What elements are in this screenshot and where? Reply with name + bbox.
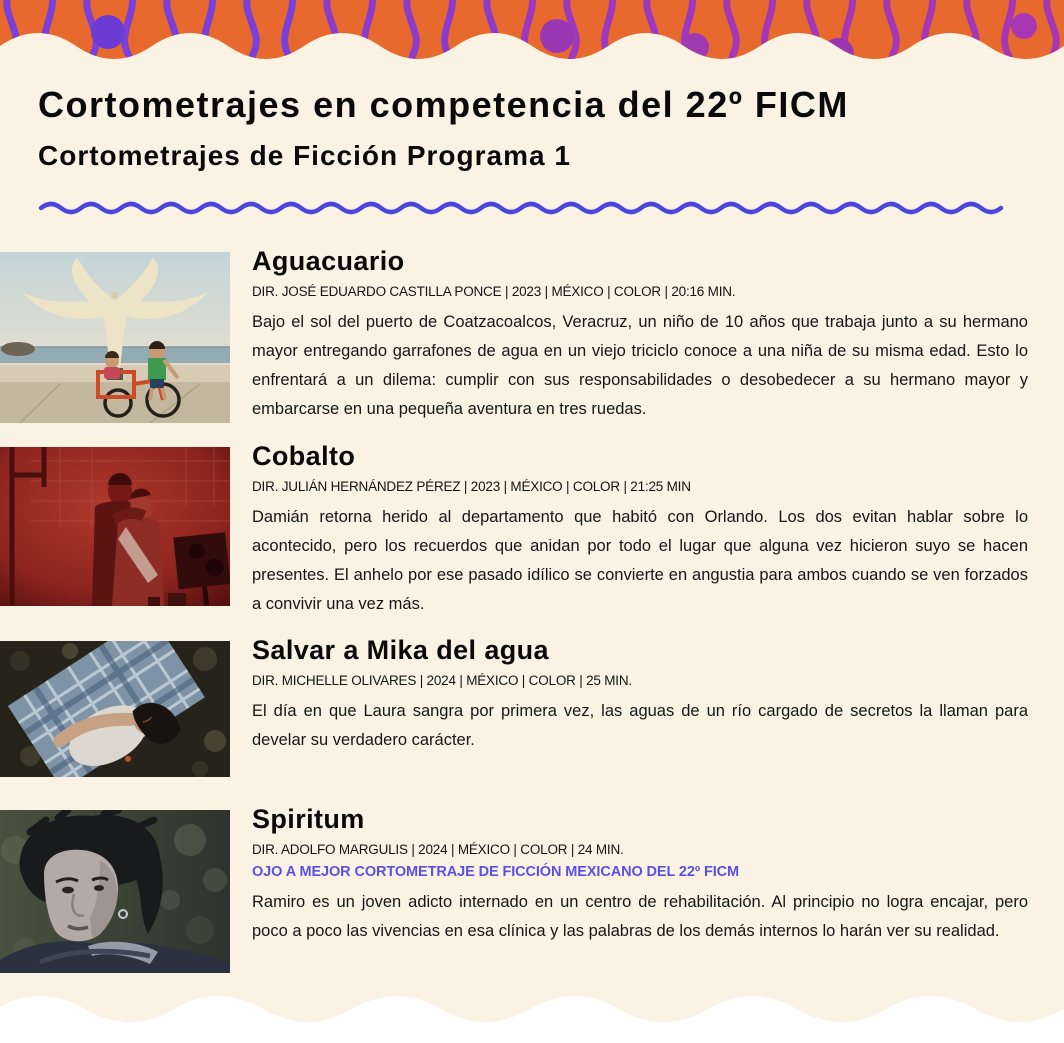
- film-award: OJO A MEJOR CORTOMETRAJE DE FICCIÓN MEXICANO DEL 22º FICM: [252, 864, 740, 880]
- film-meta: DIR. ADOLFO MARGULIS | 2024 | MÉXICO | COLOR | 24 MIN.: [252, 842, 624, 857]
- header-wave-pattern: [0, 0, 1064, 72]
- page-subtitle: Cortometrajes de Ficción Programa 1: [38, 140, 571, 171]
- footer-wave-icon: [0, 987, 1064, 1043]
- film-thumbnail-spiritum: [0, 810, 230, 973]
- page-title: Cortometrajes en competencia del 22º FICM: [38, 84, 849, 125]
- film-thumbnail-aguacuario: [0, 252, 230, 423]
- wave-divider: [38, 198, 1026, 216]
- footer-wave-pattern: [0, 987, 1064, 1043]
- film-description: El día en que Laura sangra por primera vez, las aguas de un río cargado de secretos la llaman para develar su verdadero carácter.: [252, 702, 1028, 749]
- film-title: Aguacuario: [252, 246, 405, 276]
- film-title: Salvar a Mika del agua: [252, 635, 549, 665]
- wave-divider-icon: [38, 198, 1026, 216]
- film-thumbnail-cobalto: [0, 447, 230, 606]
- film-title: Cobalto: [252, 441, 356, 471]
- header-pattern-icon: [0, 0, 1064, 72]
- film-description: Bajo el sol del puerto de Coatzacoalcos, Veracruz, un niño de 10 años que trabaja junto a su hermano mayor entregando garrafones de agua en un viejo triciclo conoce a una niña de su misma edad. Esto lo enfrentará a un dilema: cumplir con sus responsabilidades o desobedecer a su hermano mayor y embarcarse en una pequeña aventura en tres ruedas.: [252, 313, 1028, 418]
- film-meta: DIR. JULIÁN HERNÁNDEZ PÉREZ | 2023 | MÉXICO | COLOR | 21:25 MIN: [252, 479, 691, 494]
- film-meta: DIR. JOSÉ EDUARDO CASTILLA PONCE | 2023 | MÉXICO | COLOR | 20:16 MIN.: [252, 284, 736, 299]
- film-description: Ramiro es un joven adicto internado en un centro de rehabilitación. Al principio no logra encajar, pero poco a poco las vivencias en esa clínica y las palabras de los demás internos lo harán ver su realidad.: [252, 893, 1028, 940]
- film-title: Spiritum: [252, 804, 365, 834]
- film-meta: DIR. MICHELLE OLIVARES | 2024 | MÉXICO | COLOR | 25 MIN.: [252, 673, 632, 688]
- film-thumbnail-salvar-a-mika: [0, 641, 230, 777]
- film-description: Damián retorna herido al departamento que habitó con Orlando. Los dos evitan hablar sobre lo acontecido, pero los recuerdos que anidan por todo el lugar que alguna vez hicieron suyo se hacen presentes. El anhelo por ese pasado idílico se convierte en angustia para ambos cuando se ven forzados a convivir una vez más.: [252, 508, 1028, 613]
